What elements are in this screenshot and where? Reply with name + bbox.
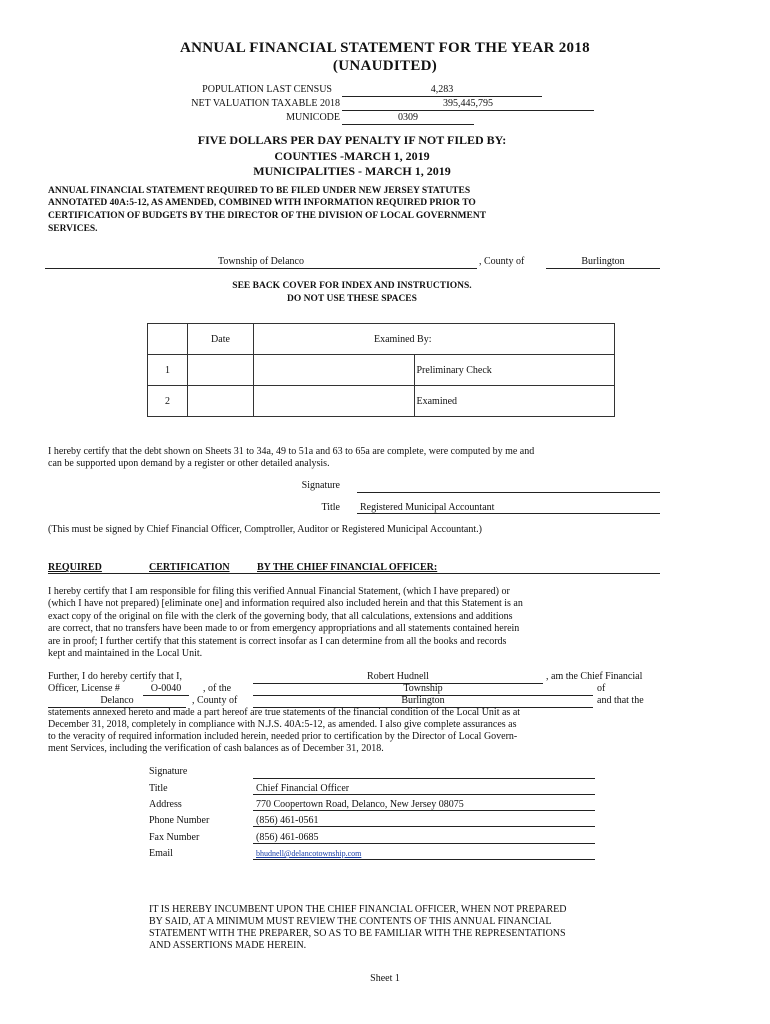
table-cell[interactable] <box>254 355 415 386</box>
heading-required: REQUIRED <box>48 562 102 573</box>
rma-signature-field[interactable] <box>357 480 660 493</box>
and-that-the-label: and that the <box>597 695 644 706</box>
of-the-label: , of the <box>203 683 232 694</box>
county-label: , County of <box>479 256 525 267</box>
row-number: 2 <box>148 386 188 417</box>
penalty-line1: FIVE DOLLARS PER DAY PENALTY IF NOT FILED BY: <box>197 133 507 147</box>
municode-value: 0309 <box>342 112 474 125</box>
cert-municipality: Delanco <box>48 695 186 708</box>
further-prefix: Further, I do hereby certify that I, <box>48 671 182 682</box>
date-header: Date <box>188 324 254 355</box>
county-value: Burlington <box>546 256 660 269</box>
row-label: Preliminary Check <box>414 355 615 386</box>
cfo-para1-line: are correct, that no transfers have been made to or from emergency appropriations and all statements contained herein <box>48 623 520 634</box>
phone-value: (856) 461-0561 <box>253 815 595 827</box>
address-label: Address <box>149 799 182 810</box>
requirement-line2: ANNOTATED 40A:5-12, AS AMENDED, COMBINED WITH INFORMATION REQUIRED PRIOR TO <box>48 198 476 208</box>
cfo-para1-line: (which I have not prepared) [eliminate one] and information required also included herein and that this Statement is an <box>48 598 523 609</box>
fax-label: Fax Number <box>149 832 200 843</box>
cfo-para1-line: I hereby certify that I am responsible for filing this verified Annual Financial Statement, (which I have prepared) or <box>48 586 510 597</box>
date-cell[interactable] <box>188 386 254 417</box>
heading-certification: CERTIFICATION <box>149 562 230 573</box>
county-of-label: , County of <box>192 695 238 706</box>
table-cell <box>148 324 188 355</box>
cfo-para1-line: are in proof; I further certify that this statement is correct insofar as I can determine from all the books and records <box>48 636 507 647</box>
of-label: of <box>597 683 606 694</box>
document-title: ANNUAL FINANCIAL STATEMENT FOR THE YEAR 2018 <box>180 40 590 56</box>
incumbent-line1: IT IS HEREBY INCUMBENT UPON THE CHIEF FINANCIAL OFFICER, WHEN NOT PREPARED <box>149 904 567 915</box>
rma-title-value: Registered Municipal Accountant <box>357 502 660 514</box>
requirement-line1: ANNUAL FINANCIAL STATEMENT REQUIRED TO BE FILED UNDER NEW JERSEY STATUTES <box>48 186 471 196</box>
heading-rest: BY THE CHIEF FINANCIAL OFFICER: <box>257 562 438 573</box>
rma-title-label: Title <box>321 502 340 513</box>
table-row <box>148 355 615 386</box>
table-cell[interactable] <box>254 386 415 417</box>
unit-type: Township <box>253 683 593 696</box>
cfo-signature-label: Signature <box>149 766 188 777</box>
incumbent-line3: STATEMENT WITH THE PREPARER, SO AS TO BE FAMILIAR WITH THE REPRESENTATIONS <box>149 928 566 939</box>
cfo-para1-line: kept and maintained in the Local Unit. <box>48 648 203 659</box>
fax-value: (856) 461-0685 <box>253 832 595 844</box>
penalty-line2: COUNTIES -MARCH 1, 2019 <box>274 149 430 163</box>
table-row <box>148 324 615 355</box>
cfo-para2-line: December 31, 2018, completely in compliance with N.J.S. 40A:5-12, as amended. I also give complete assurances as <box>48 719 517 730</box>
address-value: 770 Coopertown Road, Delanco, New Jersey 08075 <box>253 799 595 811</box>
municode-label: MUNICODE <box>286 112 340 123</box>
cfo-para1-line: exact copy of the original on file with the clerk of the governing body, that all calculations, extensions and additions <box>48 611 513 622</box>
cfo-name: Robert Hudnell <box>253 671 543 684</box>
email-label: Email <box>149 848 173 859</box>
rma-signature-label: Signature <box>301 480 340 491</box>
penalty-line3: MUNICIPALITIES - MARCH 1, 2019 <box>253 164 451 178</box>
sheet-number: Sheet 1 <box>370 973 400 984</box>
document-subtitle: (UNAUDITED) <box>332 58 438 74</box>
incumbent-line4: AND ASSERTIONS MADE HEREIN. <box>149 940 307 951</box>
debt-cert-line2: can be supported upon demand by a register or other detailed analysis. <box>48 458 330 469</box>
municipality-name: Township of Delanco <box>45 256 477 269</box>
index-note-line1: SEE BACK COVER FOR INDEX AND INSTRUCTIONS. <box>232 281 472 291</box>
cfo-signature-field[interactable] <box>253 766 595 779</box>
cfo-title-value: Chief Financial Officer <box>253 783 595 795</box>
examination-table <box>147 323 615 417</box>
heading-rule <box>48 573 660 574</box>
requirement-line4: SERVICES. <box>48 224 98 234</box>
debt-cert-line1: I hereby certify that the debt shown on Sheets 31 to 34a, 49 to 51a and 63 to 65a are complete, were computed by me and <box>48 446 535 457</box>
examined-by-label: Examined By: <box>374 333 432 345</box>
signature-note: (This must be signed by Chief Financial Officer, Comptroller, Auditor or Registered Municipal Accountant.) <box>48 524 482 535</box>
requirement-line3: CERTIFICATION OF BUDGETS BY THE DIRECTOR OF THE DIVISION OF LOCAL GOVERNMENT <box>48 211 487 221</box>
table-row <box>148 386 615 417</box>
examined-by-header <box>374 324 615 355</box>
net-valuation-value: 395,445,795 <box>342 98 594 111</box>
cert-county: Burlington <box>253 695 593 708</box>
row-label: Examined <box>414 386 615 417</box>
phone-label: Phone Number <box>149 815 210 826</box>
row-number: 1 <box>148 355 188 386</box>
population-label: POPULATION LAST CENSUS <box>202 84 332 95</box>
email-value[interactable] <box>253 848 595 860</box>
cfo-para2-line: to the veracity of required information included herein, needed prior to certification by the Director of Local Govern- <box>48 731 518 742</box>
license-number: O-0040 <box>143 683 189 696</box>
email-link[interactable]: bhudnell@delancotownship.com <box>256 849 362 858</box>
license-label: Officer, License # <box>48 683 120 694</box>
date-cell[interactable] <box>188 355 254 386</box>
net-valuation-label: NET VALUATION TAXABLE 2018 <box>191 98 340 109</box>
index-note-line2: DO NOT USE THESE SPACES <box>287 294 417 304</box>
cfo-title-label: Title <box>149 783 168 794</box>
cfo-role-suffix: , am the Chief Financial <box>546 671 643 682</box>
incumbent-line2: BY SAID, AT A MINIMUM MUST REVIEW THE CONTENTS OF THIS ANNUAL FINANCIAL <box>149 916 552 927</box>
cfo-para2-line: ment Services, including the verification of cash balances as of December 31, 2018. <box>48 743 384 754</box>
cfo-para2-line: statements annexed hereto and made a part hereof are true statements of the financial condition of the Local Unit as at <box>48 707 521 718</box>
population-value: 4,283 <box>342 84 542 97</box>
